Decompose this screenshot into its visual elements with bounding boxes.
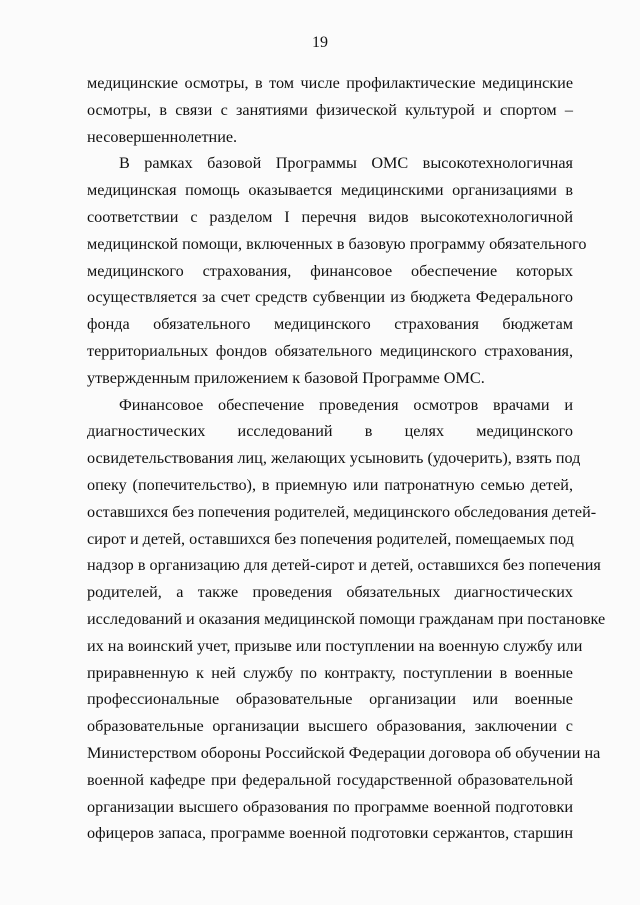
- text-line: профессиональные образовательные организации или военные: [87, 690, 573, 709]
- text-line: утвержденным приложением к базовой Программе ОМС.: [87, 368, 485, 387]
- text-line: Финансовое обеспечение проведения осмотров врачами и: [119, 395, 573, 414]
- text-line: сирот и детей, оставшихся без попечения родителей, помещаемых под: [87, 529, 574, 548]
- text-line: территориальных фондов обязательного медицинского страхования,: [87, 341, 573, 360]
- text-line: образовательные организации высшего образования, заключении с: [87, 717, 573, 736]
- text-line: В рамках базовой Программы ОМС высокотехнологичная: [119, 154, 573, 173]
- text-line: осмотры, в связи с занятиями физической культурой и спортом –: [87, 100, 573, 119]
- text-line: опеку (попечительство), в приемную или патронатную семью детей,: [87, 475, 573, 494]
- text-line: военной кафедре при федеральной государственной образовательной: [87, 770, 573, 789]
- text-line: приравненную к ней службу по контракту, поступлении в военные: [87, 663, 573, 682]
- text-line: фонда обязательного медицинского страхования бюджетам: [87, 315, 573, 334]
- text-line: медицинского страхования, финансовое обеспечение которых: [87, 261, 573, 280]
- text-line: их на воинский учет, призыве или поступлении на военную службу или: [87, 636, 583, 655]
- text-line: офицеров запаса, программе военной подготовки сержантов, старшин: [87, 824, 573, 843]
- text-line: медицинские осмотры, в том числе профилактические медицинские: [87, 74, 573, 92]
- text-line: освидетельствования лиц, желающих усыновить (удочерить), взять под: [87, 449, 581, 468]
- text-line: Министерством обороны Российской Федерации договора об обучении на: [87, 743, 601, 762]
- text-line: несовершеннолетние.: [87, 127, 238, 146]
- text-line: организации высшего образования по программе военной подготовки: [87, 797, 573, 816]
- text-line: диагностических исследований в целях медицинского: [87, 422, 573, 441]
- text-line: исследований и оказания медицинской помощи гражданам при постановке: [87, 609, 606, 628]
- text-line: медицинской помощи, включенных в базовую программу обязательного: [87, 234, 587, 253]
- text-line: осуществляется за счет средств субвенции из бюджета Федерального: [87, 288, 573, 307]
- text-line: оставшихся без попечения родителей, медицинского обследования детей-: [87, 502, 597, 521]
- body-text: [87, 70, 606, 847]
- text-line: соответствии с разделом I перечня видов высокотехнологичной: [87, 207, 573, 226]
- text-line: медицинская помощь оказывается медицинскими организациями в: [87, 181, 573, 200]
- text-line: родителей, а также проведения обязательных диагностических: [87, 583, 573, 602]
- page-number: 19: [312, 34, 328, 51]
- text-line: надзор в организацию для детей-сирот и детей, оставшихся без попечения: [87, 556, 601, 575]
